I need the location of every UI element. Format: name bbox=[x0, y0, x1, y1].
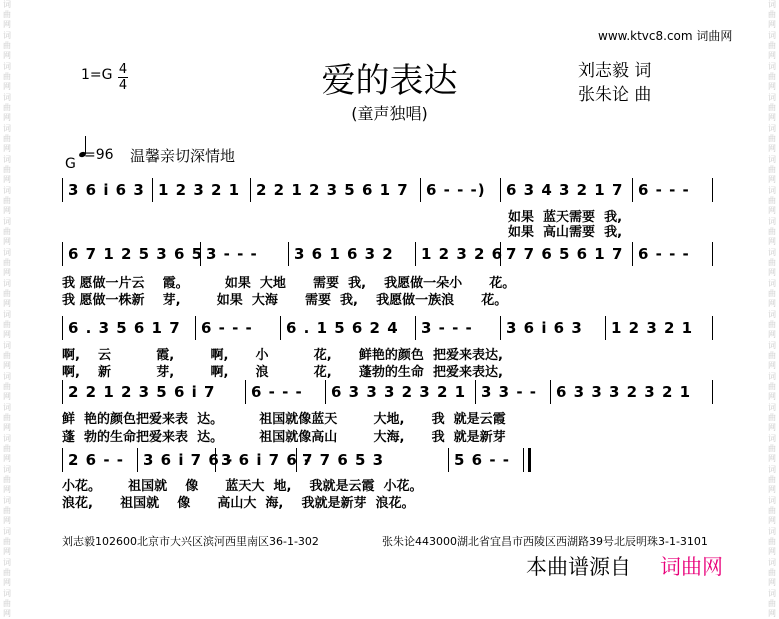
watermark-text: 词曲网 bbox=[3, 186, 11, 215]
measure-notes: 6 - - - bbox=[251, 383, 303, 401]
watermark-text: 词曲网 bbox=[768, 31, 776, 60]
watermark-text: 词曲网 bbox=[3, 124, 11, 153]
key-signature: 1=G bbox=[81, 67, 113, 83]
watermark-text: 词曲网 bbox=[3, 31, 11, 60]
watermark-text: 词曲网 bbox=[768, 155, 776, 184]
bar-line bbox=[62, 178, 63, 202]
bar-line bbox=[280, 316, 281, 340]
lyric-line: 啊, 新 芽, 啊, 浪 花, 蓬勃的生命 把爱来表达, bbox=[62, 365, 503, 380]
measure-notes: 7 7 6 5 6 1 7 bbox=[506, 245, 624, 263]
lyricist-address: 刘志毅102600北京市大兴区滨河西里南区36-1-302 bbox=[62, 535, 319, 548]
song-subtitle: (童声独唱) bbox=[351, 104, 428, 123]
bar-line bbox=[420, 178, 421, 202]
composer-address: 张朱论443000湖北省宜昌市西陵区西湖路39号北辰明珠3-1-3101 bbox=[382, 535, 708, 548]
measure-notes: 5 6 - - bbox=[454, 451, 510, 469]
bar-line bbox=[62, 242, 63, 266]
watermark-text: 词曲网 bbox=[3, 527, 11, 556]
bar-line bbox=[712, 242, 713, 266]
bar-line bbox=[605, 316, 606, 340]
watermark-text: 词曲网 bbox=[768, 496, 776, 525]
bar-line bbox=[475, 380, 476, 404]
bar-line bbox=[712, 380, 713, 404]
bar-line bbox=[415, 242, 416, 266]
lyric-line: 我 愿做一株新 芽, 如果 大海 需要 我, 我愿做一族浪 花。 bbox=[62, 293, 508, 308]
measure-notes: 2 6 - - bbox=[68, 451, 124, 469]
bar-line bbox=[528, 448, 531, 472]
lyric-line: 浪花, 祖国就 像 高山大 海, 我就是新芽 浪花。 bbox=[62, 496, 415, 511]
measure-notes: 3 - - - bbox=[206, 245, 258, 263]
watermark-text: 词曲网 bbox=[768, 465, 776, 494]
composer-credit: 张朱论 曲 bbox=[578, 85, 652, 105]
source-site-link[interactable]: 词曲网 bbox=[660, 555, 723, 579]
measure-notes: 3 6 i 6 3 bbox=[506, 319, 583, 337]
watermark-text: 词曲网 bbox=[768, 217, 776, 246]
measure-notes: 6 7 1 2 5 3 6 5 bbox=[68, 245, 204, 263]
watermark-text: 词曲网 bbox=[3, 62, 11, 91]
song-title: 爱的表达 bbox=[321, 61, 458, 101]
measure-notes: 3 6 i 7 6 - bbox=[221, 451, 312, 469]
bar-line bbox=[62, 380, 63, 404]
measure-notes: 3 6 i 6 3 bbox=[68, 181, 145, 199]
bar-line bbox=[137, 448, 138, 472]
tempo-clef: G bbox=[65, 156, 76, 172]
watermark-text: 词曲网 bbox=[768, 124, 776, 153]
bar-line bbox=[712, 316, 713, 340]
measure-notes: 1 2 3 2 1 bbox=[158, 181, 241, 199]
watermark-text: 词曲网 bbox=[768, 589, 776, 618]
watermark-text: 词曲网 bbox=[768, 186, 776, 215]
watermark-text: 词曲网 bbox=[3, 403, 11, 432]
watermark-text: 词曲网 bbox=[768, 372, 776, 401]
lyric-line: 如果 高山需要 我, bbox=[508, 225, 623, 240]
measure-notes: 6 - - - bbox=[201, 319, 253, 337]
bar-line bbox=[415, 316, 416, 340]
bar-line bbox=[500, 178, 501, 202]
measure-notes: 3 - - - bbox=[421, 319, 473, 337]
bar-line bbox=[250, 178, 251, 202]
watermark-text: 词曲网 bbox=[3, 465, 11, 494]
time-signature-bottom: 4 bbox=[118, 78, 128, 93]
score-row bbox=[0, 242, 779, 268]
measure-notes: 1 2 3 2 6 bbox=[421, 245, 504, 263]
watermark-text: 词曲网 bbox=[3, 155, 11, 184]
watermark-text: 词曲网 bbox=[768, 558, 776, 587]
measure-notes: 1 2 3 2 1 bbox=[611, 319, 694, 337]
measure-notes: 6 - - - bbox=[638, 181, 690, 199]
measure-notes: 7 7 6 5 3 bbox=[302, 451, 385, 469]
watermark-text: 词曲网 bbox=[3, 434, 11, 463]
expression-mark: 温馨亲切深情地 bbox=[130, 147, 236, 165]
watermark-text: 词曲网 bbox=[768, 279, 776, 308]
watermark-text: 词曲网 bbox=[768, 248, 776, 277]
measure-notes: 3 6 1 6 3 2 bbox=[294, 245, 394, 263]
watermark-text: 词曲网 bbox=[768, 527, 776, 556]
lyric-line: 啊, 云 霞, 啊, 小 花, 鲜艳的颜色 把爱来表达, bbox=[62, 348, 503, 363]
lyric-line: 如果 蓝天需要 我, bbox=[508, 210, 623, 225]
bar-line bbox=[245, 380, 246, 404]
watermark-text: 词曲网 bbox=[3, 372, 11, 401]
measure-notes: 2 2 1 2 3 5 6 i 7 bbox=[68, 383, 216, 401]
watermark-text: 词曲网 bbox=[3, 217, 11, 246]
watermark-text: 词曲网 bbox=[768, 0, 776, 29]
watermark-text: 词曲网 bbox=[768, 403, 776, 432]
lyric-line: 我 愿做一片云 霞。 如果 大地 需要 我, 我愿做一朵小 花。 bbox=[62, 276, 516, 291]
watermark-text: 词曲网 bbox=[3, 310, 11, 339]
watermark-text: 词曲网 bbox=[768, 93, 776, 122]
measure-notes: 6 3 3 3 2 3 2 1 bbox=[556, 383, 692, 401]
bar-line bbox=[632, 178, 633, 202]
watermark-text: 词曲网 bbox=[3, 589, 11, 618]
measure-notes: 6 . 1 5 6 2 4 bbox=[286, 319, 399, 337]
watermark-text: 词曲网 bbox=[3, 341, 11, 370]
site-url[interactable]: www.ktvc8.com 词曲网 bbox=[598, 29, 733, 43]
bar-line bbox=[325, 380, 326, 404]
bar-line bbox=[632, 242, 633, 266]
measure-notes: 2 2 1 2 3 5 6 1 7 bbox=[256, 181, 409, 199]
watermark-text: 词曲网 bbox=[768, 341, 776, 370]
measure-notes: 6 3 3 3 2 3 2 1 bbox=[331, 383, 467, 401]
watermark-text: 词曲网 bbox=[3, 93, 11, 122]
final-bar-line bbox=[523, 448, 524, 472]
tempo-mark: =96 bbox=[84, 147, 114, 163]
watermark-text: 词曲网 bbox=[3, 558, 11, 587]
lyric-line: 蓬 勃的生命把爱来表 达。 祖国就像高山 大海, 我 就是新芽 bbox=[62, 430, 506, 445]
watermark-text: 词曲网 bbox=[768, 310, 776, 339]
watermark-text: 词曲网 bbox=[3, 248, 11, 277]
measure-notes: 6 - - -) bbox=[426, 181, 486, 199]
bar-line bbox=[62, 448, 63, 472]
watermark-text: 词曲网 bbox=[768, 434, 776, 463]
lyricist-credit: 刘志毅 词 bbox=[578, 61, 652, 81]
bar-line bbox=[62, 316, 63, 340]
measure-notes: 3 3 - - bbox=[481, 383, 537, 401]
lyric-line: 小花。 祖国就 像 蓝天大 地, 我就是云霞 小花。 bbox=[62, 479, 423, 494]
time-signature-top: 4 bbox=[118, 62, 128, 77]
measure-notes: 6 3 4 3 2 1 7 bbox=[506, 181, 624, 199]
watermark-text: 词曲网 bbox=[3, 496, 11, 525]
bar-line bbox=[152, 178, 153, 202]
bar-line bbox=[448, 448, 449, 472]
measure-notes: 6 . 3 5 6 1 7 bbox=[68, 319, 181, 337]
source-label: 本曲谱源自 bbox=[526, 555, 631, 579]
bar-line bbox=[288, 242, 289, 266]
bar-line bbox=[500, 316, 501, 340]
lyric-line: 鲜 艳的颜色把爱来表 达。 祖国就像蓝天 大地, 我 就是云霞 bbox=[62, 412, 506, 427]
score-row bbox=[0, 178, 779, 204]
score-row bbox=[0, 316, 779, 342]
bar-line bbox=[712, 178, 713, 202]
bar-line bbox=[195, 316, 196, 340]
score-row bbox=[0, 380, 779, 406]
watermark-text: 词曲网 bbox=[768, 62, 776, 91]
watermark-text: 词曲网 bbox=[3, 279, 11, 308]
bar-line bbox=[550, 380, 551, 404]
measure-notes: 3 6 i 7 6 - bbox=[143, 451, 234, 469]
score-row bbox=[0, 448, 779, 474]
measure-notes: 6 - - - bbox=[638, 245, 690, 263]
watermark-text: 词曲网 bbox=[3, 0, 11, 29]
